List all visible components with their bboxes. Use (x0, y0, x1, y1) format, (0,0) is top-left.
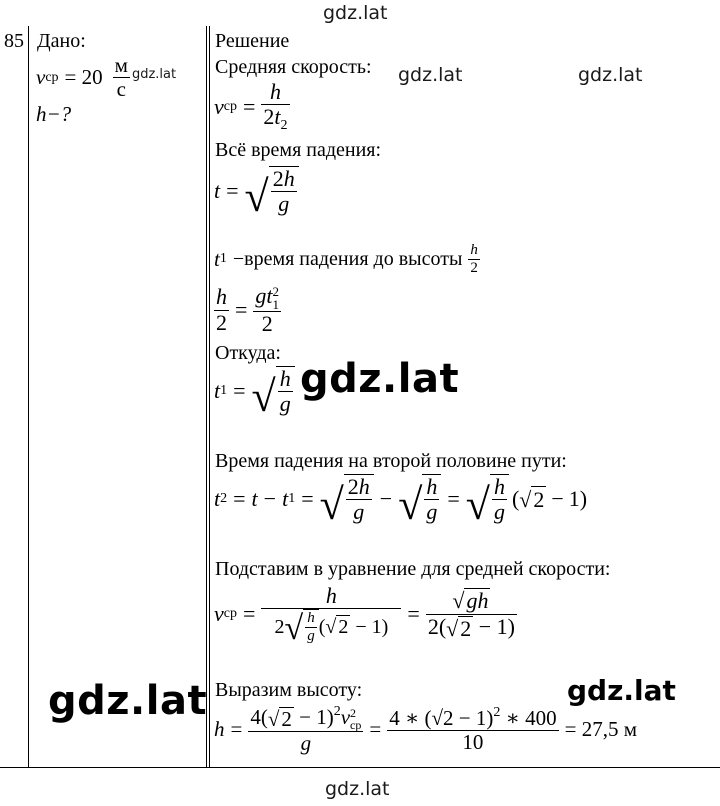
total-time-label: Всё время падения: (215, 139, 382, 161)
formula-avg-speed: v ср = $\frac{h}{2t_2}$ (214, 79, 288, 134)
formula-t2: t 2 = t − t 1 = √ $\frac{2h}{g}$ − √ $\frac{h}{g}$ = √ $\frac{h}{g}$ ( √ 2 − 1) (214, 474, 588, 529)
given-velocity (36, 54, 176, 101)
from-where-label: Откуда: (215, 342, 281, 364)
final-f2-den: 10 (462, 730, 484, 755)
unit-numerator: м (114, 53, 128, 77)
express-height-label: Выразим высоту: (215, 679, 363, 701)
formula-final: h = 4( √ 2 − 1)$^2$v 2 ср g = $\frac{4 ∗ (√2 - 1)^2 ∗ 400}{10}$ = 27,5 м (214, 704, 638, 756)
final-result: = 27,5 м (564, 717, 638, 742)
watermark-left: gdz.lat (48, 678, 208, 724)
unit-denominator: с (116, 77, 126, 102)
t1-description: −время падения до высоты (232, 247, 463, 270)
bottom-rule (0, 767, 720, 768)
column-divider-1 (206, 26, 207, 768)
second-half-label: Время падения на второй половине пути: (215, 450, 567, 472)
watermark-row1a: gdz.lat (398, 64, 463, 86)
formula-substitute: v ср = h 2 √ $\frac{h}{g}$ ( √ 2 − 1) = √ gh 2( √ 2 − 1) (214, 583, 515, 647)
formula-t1: t 1 = √ $\frac{h}{g}$ (214, 366, 295, 416)
solution-title: Решение (215, 30, 290, 52)
substitute-label: Подставим в уравнение для средней скорости: (215, 558, 611, 580)
column-divider-2 (209, 26, 210, 768)
final-f2-num: 4 ∗ (√2 − 1) (389, 706, 494, 731)
problem-number: 85 (4, 30, 24, 52)
watermark-center: gdz.lat (300, 356, 460, 402)
t1-definition: t 1 −время падения до высоты $\frac{h}{2}$ (214, 242, 478, 276)
left-border (28, 26, 29, 768)
formula-total-time: t = √ $\frac{2h}{g}$ (214, 166, 299, 216)
v-subscript: ср (45, 69, 59, 85)
watermark-row1b: gdz.lat (578, 64, 643, 86)
final-f2-num-tail: ∗ 400 (500, 706, 557, 731)
given-find: h−? (36, 102, 72, 126)
watermark-right: gdz.lat (567, 674, 676, 707)
watermark-given-tag: gdz.lat (131, 67, 177, 83)
given-title: Дано: (37, 30, 86, 52)
watermark-bottom: gdz.lat (325, 778, 390, 800)
v-value: = 20 (64, 65, 103, 90)
v-symbol: v (36, 65, 46, 90)
avg-speed-label: Средняя скорость: (215, 56, 372, 78)
watermark-top: gdz.lat (323, 2, 388, 24)
formula-half-height: $\frac{h}{2}$ = gt 2 1 2 (216, 283, 280, 336)
final-f1-den: g (300, 731, 312, 756)
velocity-unit (113, 54, 130, 101)
